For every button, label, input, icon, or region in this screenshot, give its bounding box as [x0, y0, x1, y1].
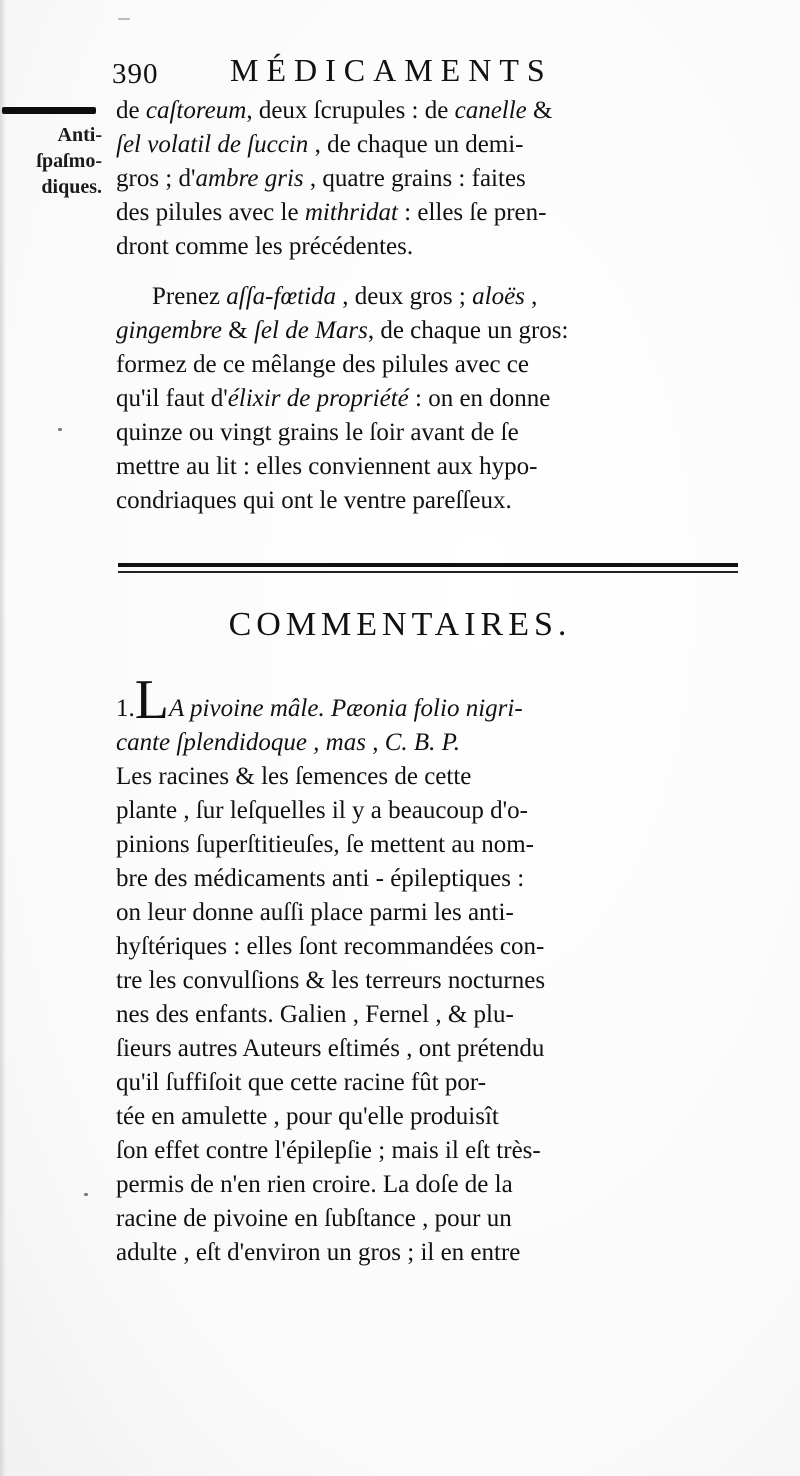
paragraph-2: [116, 280, 753, 518]
side-note: [2, 122, 102, 200]
text-line: [116, 1066, 753, 1100]
text-segment: des pilules avec le: [116, 199, 305, 226]
text-segment: hyſtériques : elles ſont recommandées con-: [116, 933, 545, 960]
text-segment: , deux ſcrupules : de: [246, 97, 455, 124]
text-segment: dront comme les précédentes.: [116, 233, 414, 260]
text-segment: pinions ſuperſtitieuſes, ſe mettent au nom-: [116, 831, 534, 858]
italic-text: aſſa-fœtida: [226, 283, 337, 310]
running-head: MÉDICAMENTS: [230, 52, 553, 88]
text-line: [116, 196, 753, 230]
italic-text: aloës: [472, 283, 525, 310]
text-segment: : on en donne: [408, 385, 551, 412]
text-line: [116, 998, 753, 1032]
text-line: [116, 1100, 753, 1134]
text-segment: tée en amulette , pour qu'elle produisît: [116, 1103, 499, 1130]
italic-text: ſel volatil de ſuccin: [116, 131, 309, 158]
text-segment: quinze ou vingt grains le ſoir avant de ſe: [116, 419, 519, 446]
text-line: [116, 484, 753, 518]
italic-text: élixir de propriété: [227, 385, 409, 412]
section-divider: [118, 563, 738, 573]
drop-cap: L: [134, 669, 169, 731]
text-line: [116, 726, 753, 760]
text-line: [116, 669, 753, 731]
text-line: [116, 862, 753, 896]
paper-fleck: [58, 428, 62, 431]
text-line: [116, 794, 753, 828]
text-segment: qu'il ſuffiſoit que cette racine fût por-: [116, 1069, 487, 1096]
text-segment: ſieurs autres Auteurs eſtimés , ont prétendu: [116, 1035, 545, 1062]
text-segment: , deux gros ;: [336, 283, 473, 310]
italic-text: gingembre: [116, 317, 222, 344]
side-note-line: Anti-: [57, 124, 102, 146]
text-line: [116, 1202, 753, 1236]
text-segment: adulte , eſt d'environ un gros ; il en entre: [116, 1239, 521, 1266]
italic-text: canelle: [454, 97, 527, 124]
text-line: [116, 280, 753, 314]
text-segment: , de chaque un gros:: [367, 317, 569, 344]
text-segment: plante , ſur leſquelles il y a beaucoup d'o-: [116, 797, 529, 824]
text-segment: nes des enfants. Galien , Fernel , & plu-: [116, 1001, 514, 1028]
text-segment: de: [116, 97, 146, 124]
text-segment: permis de n'en rien croire. La doſe de la: [116, 1171, 513, 1198]
italic-text: caſtoreum: [145, 97, 247, 124]
text-segment: Les racines & les ſemences de cette: [116, 763, 472, 790]
text-line: [116, 348, 753, 382]
text-line: [116, 1032, 753, 1066]
page-number: 390: [112, 58, 159, 90]
text-line: [116, 94, 753, 128]
text-line: [116, 230, 753, 264]
text-line: [116, 828, 753, 862]
side-note-line: ſpaſmo-: [36, 150, 102, 172]
side-note-line: diques.: [41, 176, 102, 198]
text-segment: on leur donne auſſi place parmi les anti-: [116, 899, 514, 926]
text-line: [116, 964, 753, 998]
italic-text: A pivoine mâle. Pæonia folio nigri-: [168, 695, 523, 722]
italic-text: ſel de Mars: [253, 317, 368, 344]
page-gutter-shadow: [0, 0, 6, 1476]
text-segment: mettre au lit : elles conviennent aux hypo-: [116, 453, 538, 480]
text-line: [116, 416, 753, 450]
text-segment: 1.: [116, 695, 135, 722]
text-line: [116, 1168, 753, 1202]
italic-text: ambre gris: [195, 165, 304, 192]
text-segment: racine de pivoine en ſubſtance , pour un: [116, 1205, 512, 1232]
text-segment: gros ; d': [116, 165, 196, 192]
text-segment: &: [222, 317, 254, 344]
text-line: [116, 930, 753, 964]
text-segment: , de chaque un demi-: [308, 131, 524, 158]
text-line: [116, 382, 753, 416]
text-line: [116, 1236, 753, 1270]
text-segment: qu'il faut d': [116, 385, 228, 412]
text-segment: &: [526, 97, 553, 124]
text-segment: condriaques qui ont le ventre pareſſeux.: [116, 487, 512, 514]
text-line: [116, 162, 753, 196]
text-line: [116, 1134, 753, 1168]
text-segment: , quatre grains : faites: [303, 165, 526, 192]
italic-text: mithridat: [304, 199, 398, 226]
paper-fleck: [84, 1193, 88, 1196]
section-title: COMMENTAIRES.: [228, 606, 572, 643]
text-segment: ſon effet contre l'épilepſie ; mais il eſt très-: [116, 1137, 541, 1164]
margin-rule: [2, 107, 96, 114]
corner-mark: [118, 18, 130, 20]
text-segment: Prenez: [152, 283, 227, 310]
text-line: [116, 450, 753, 484]
text-line: [116, 314, 753, 348]
commentary-paragraph: [116, 669, 753, 1270]
text-segment: bre des médicaments anti - épileptiques :: [116, 865, 525, 892]
paragraph-1: [116, 94, 753, 264]
text-segment: ,: [524, 283, 538, 310]
text-line: [116, 128, 753, 162]
italic-text: cante ſplendidoque , mas , C. B. P.: [116, 729, 460, 756]
text-segment: tre les convulſions & les terreurs nocturnes: [116, 967, 546, 994]
text-segment: formez de ce mêlange des pilules avec ce: [116, 351, 529, 378]
text-segment: : elles ſe pren-: [397, 199, 547, 226]
text-line: [116, 896, 753, 930]
text-line: [116, 760, 753, 794]
